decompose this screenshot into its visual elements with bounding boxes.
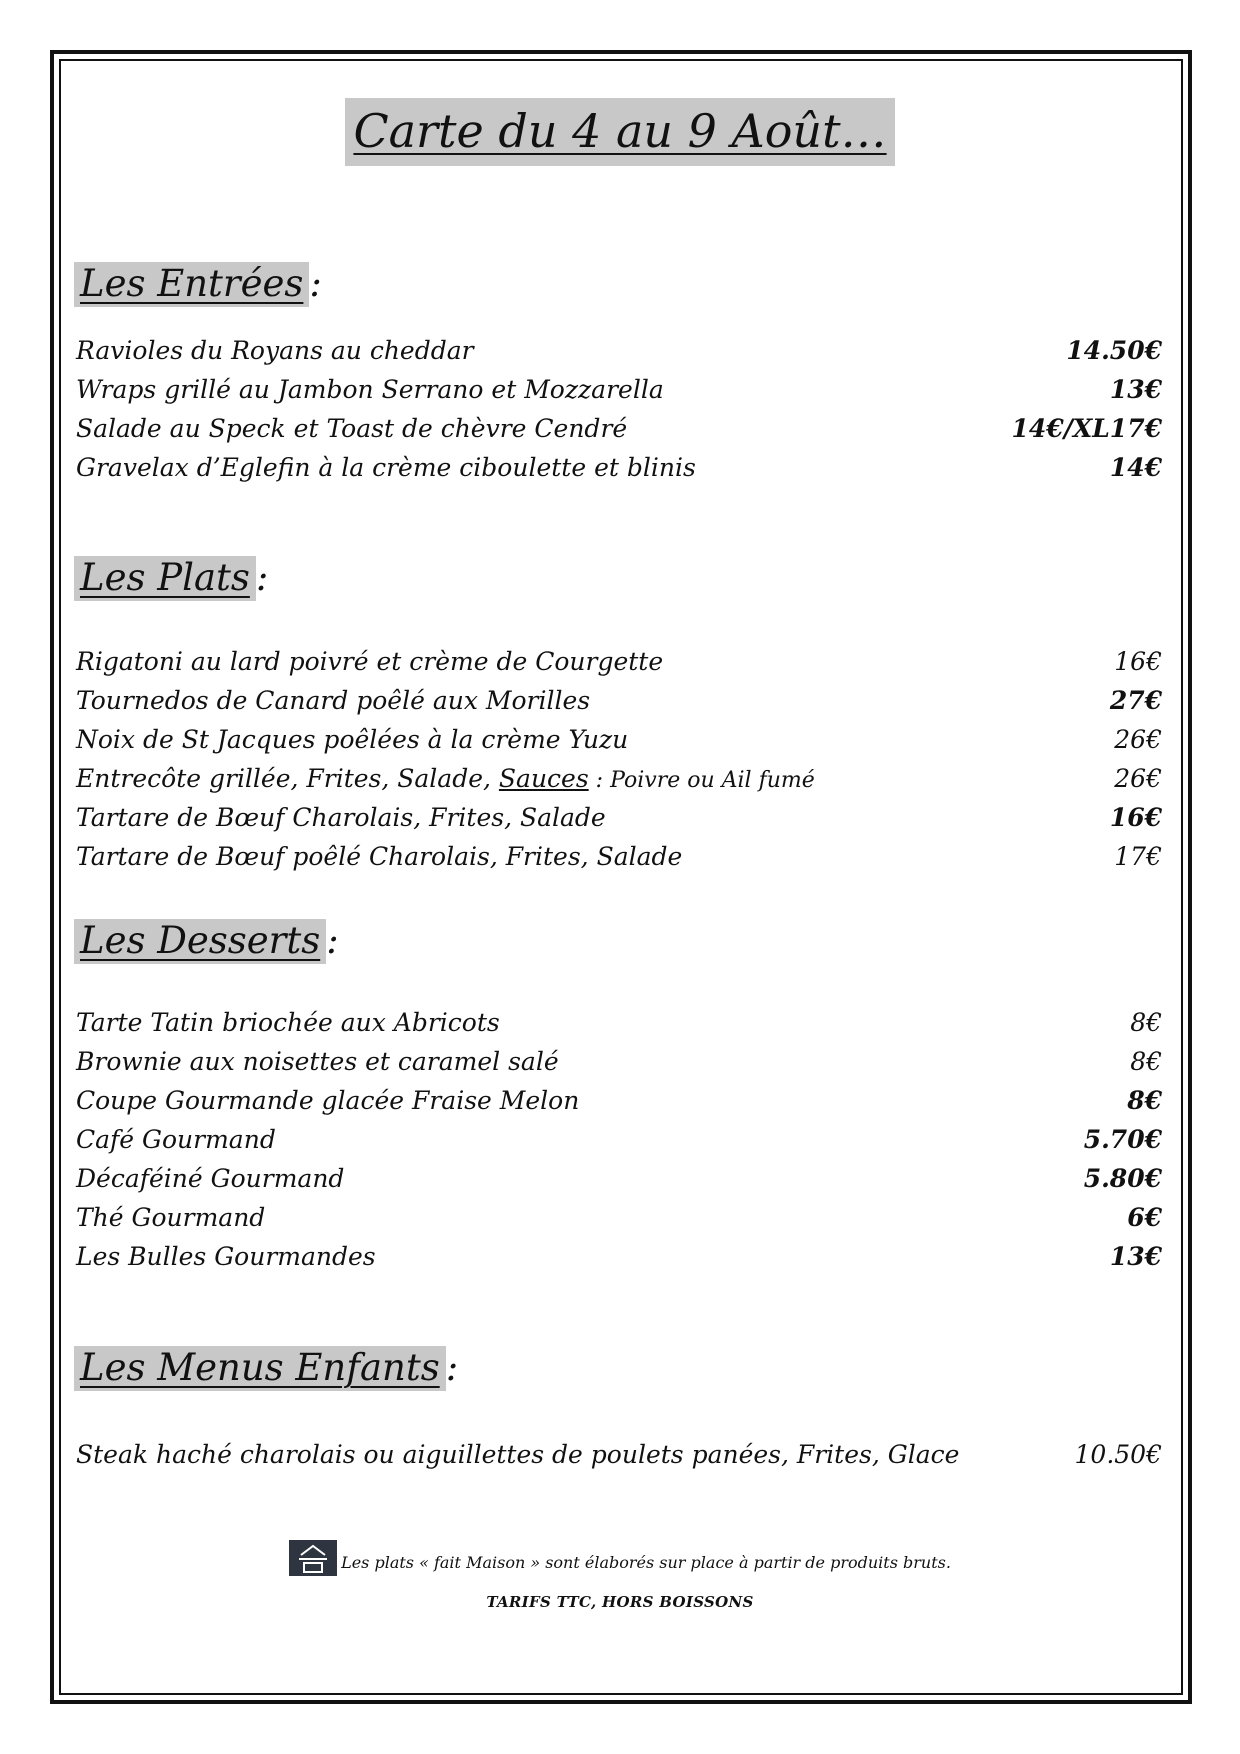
menu-item	[76, 1435, 1162, 1475]
menu-item-price: 14€	[1109, 453, 1162, 482]
sauces-options: : Poivre ou Ail fumé	[588, 768, 815, 793]
menu-item	[76, 720, 1162, 760]
section-heading-label: Les Desserts	[74, 919, 326, 964]
menu-item-name: Gravelax d’Eglefin à la crème ciboulette et blinis	[76, 453, 696, 482]
section-heading-label: Les Entrées	[74, 262, 309, 307]
sauces-label: Sauces	[498, 764, 589, 793]
menu-item	[76, 798, 1162, 838]
menu-item-name: Tartare de Bœuf Charolais, Frites, Salade	[76, 803, 606, 832]
section-heading-colon: :	[445, 1346, 459, 1389]
menu-item-name: Café Gourmand	[76, 1125, 276, 1154]
menu-item-name: Thé Gourmand	[76, 1203, 266, 1232]
menu-item	[76, 1237, 1162, 1277]
menu-item-name: Wraps grillé au Jambon Serrano et Mozzarella	[76, 375, 664, 404]
menu-item-price: 14.50€	[1066, 336, 1162, 365]
menu-item	[76, 837, 1162, 877]
tarifs-note: TARIFS TTC, HORS BOISSONS	[486, 1593, 754, 1611]
menu-item	[76, 331, 1162, 371]
menu-item-name	[76, 759, 815, 801]
menu-item-price: 5.70€	[1083, 1125, 1162, 1154]
fait-maison-text: Les plats « fait Maison » sont élaborés sur place à partir de produits bruts.	[341, 1553, 951, 1572]
menu-item-price: 13€	[1109, 1242, 1162, 1271]
menu-item-price: 14€/XL17€	[1011, 414, 1162, 443]
menu-item-name: Brownie aux noisettes et caramel salé	[76, 1047, 559, 1076]
menu-item-price: 26€	[1114, 764, 1162, 793]
menu-item-name: Tarte Tatin briochée aux Abricots	[76, 1008, 500, 1037]
menu-item-name: Tartare de Bœuf poêlé Charolais, Frites, Salade	[76, 842, 683, 871]
title-block	[0, 98, 1240, 166]
fait-maison-note	[0, 1540, 1240, 1576]
menu-item	[76, 370, 1162, 410]
menu-item-name: Décaféiné Gourmand	[76, 1164, 345, 1193]
menu-item	[76, 1081, 1162, 1121]
menu-item	[76, 681, 1162, 721]
section-heading-enfants	[74, 1342, 458, 1394]
menu-item-name: Noix de St Jacques poêlées à la crème Yuzu	[76, 725, 629, 754]
menu-item-price: 16€	[1114, 647, 1162, 676]
menu-item-price: 8€	[1127, 1086, 1162, 1115]
menu-item	[76, 1159, 1162, 1199]
menu-item-name: Steak haché charolais ou aiguillettes de poulets panées, Frites, Glace	[76, 1440, 960, 1469]
menu-item-name: Rigatoni au lard poivré et crème de Courgette	[76, 647, 664, 676]
page-title: Carte du 4 au 9 Août…	[345, 98, 894, 166]
menu-item-name-main: Entrecôte grillée, Frites, Salade,	[76, 764, 491, 793]
menu-item-name: Tournedos de Canard poêlé aux Morilles	[76, 686, 591, 715]
menu-item	[76, 1120, 1162, 1160]
menu-item-price: 10.50€	[1074, 1440, 1162, 1469]
menu-item-price: 8€	[1130, 1047, 1162, 1076]
section-heading-colon: :	[255, 556, 269, 599]
menu-item-price: 27€	[1109, 686, 1162, 715]
menu-item	[76, 642, 1162, 682]
menu-item-price: 13€	[1109, 375, 1162, 404]
section-heading-label: Les Plats	[74, 556, 256, 601]
menu-item-name: Salade au Speck et Toast de chèvre Cendré	[76, 414, 628, 443]
menu-item	[76, 1003, 1162, 1043]
menu-item-price: 16€	[1109, 803, 1162, 832]
menu-item-price: 8€	[1130, 1008, 1162, 1037]
menu-item-name: Ravioles du Royans au cheddar	[76, 336, 474, 365]
menu-item	[76, 409, 1162, 449]
section-heading-entrees	[74, 258, 322, 310]
menu-item-price: 6€	[1127, 1203, 1162, 1232]
menu-item-name: Les Bulles Gourmandes	[76, 1242, 376, 1271]
menu-item	[76, 448, 1162, 488]
section-heading-label: Les Menus Enfants	[74, 1346, 446, 1391]
section-heading-colon: :	[326, 919, 339, 962]
menu-item	[76, 1042, 1162, 1082]
menu-item-price: 5.80€	[1083, 1164, 1162, 1193]
section-heading-plats	[74, 552, 268, 604]
menu-item-name: Coupe Gourmande glacée Fraise Melon	[76, 1086, 580, 1115]
menu-item	[76, 759, 1162, 799]
menu-item-price: 17€	[1114, 842, 1162, 871]
section-heading-desserts	[74, 915, 339, 967]
section-heading-colon: :	[309, 262, 322, 305]
menu-item-price: 26€	[1114, 725, 1162, 754]
menu-item	[76, 1198, 1162, 1238]
house-icon	[289, 1540, 337, 1576]
